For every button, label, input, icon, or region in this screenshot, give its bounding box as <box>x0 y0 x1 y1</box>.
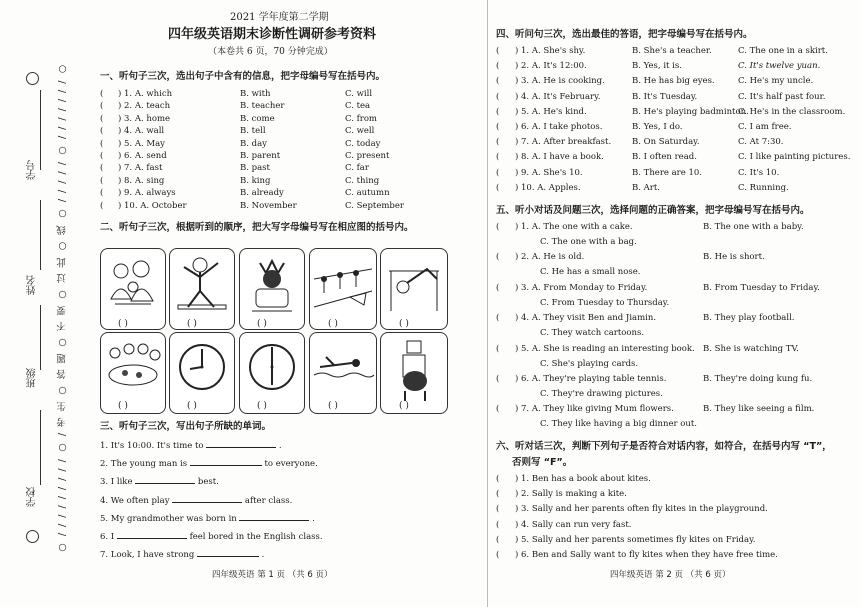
page-subtitle: （本卷共 6 页，70 分钟完成） <box>208 47 333 57</box>
answer-paren[interactable]: ( <box>496 137 500 148</box>
choice-a: ) 2. A. teach <box>118 101 171 112</box>
choice-b: B. day <box>240 138 267 149</box>
answer-paren[interactable]: ( <box>100 163 104 174</box>
choice-a: ) 3. A. home <box>118 113 171 124</box>
choice-b: B. I often read. <box>632 152 697 163</box>
name-underline <box>40 200 41 270</box>
choice-b: B. already <box>240 188 284 199</box>
answer-blank[interactable]: ( ) <box>257 319 267 329</box>
choice-a: ) 1. A. She's shy. <box>515 46 586 56</box>
answer-paren[interactable]: ( <box>496 106 500 117</box>
choice-c: C. At 7:30. <box>738 137 784 148</box>
number-label: 学号 <box>27 160 38 180</box>
choice-b: B. The one with a baby. <box>703 222 804 232</box>
choice-c: C. She's playing cards. <box>540 358 639 369</box>
answer-paren[interactable]: ( <box>496 122 500 132</box>
answer-paren[interactable]: ( <box>496 489 500 500</box>
answer-paren[interactable]: ( <box>496 152 500 163</box>
picture-family <box>100 248 166 330</box>
answer-paren[interactable]: ( <box>496 282 500 293</box>
choice-c: C. They like having a big dinner out. <box>540 419 697 430</box>
choice-a: ) 2. A. It's 12:00. <box>515 61 587 72</box>
choice-a: ) 8. A. sing <box>118 175 165 186</box>
answer-paren[interactable]: ( <box>496 76 500 87</box>
answer-blank[interactable]: ( ) <box>118 319 128 329</box>
choice-c: C. He's in the classroom. <box>738 106 846 117</box>
choice-a: ) 8. A. I have a book. <box>515 152 604 163</box>
answer-blank[interactable] <box>190 465 262 466</box>
answer-paren[interactable]: ( <box>100 113 104 124</box>
answer-paren[interactable]: ( <box>100 126 104 137</box>
sentence-end: to everyone. <box>261 459 318 470</box>
choice-c: C. well <box>345 126 375 137</box>
choice-c: C. thing <box>345 175 380 186</box>
choice-a: ) 4. A. wall <box>118 126 165 137</box>
statement: ) 6. Ben and Sally want to fly kites when they have free time. <box>515 550 778 560</box>
choice-c: C. September <box>345 200 404 211</box>
choice-b: B. teacher <box>240 101 285 112</box>
page-fold-line <box>487 0 488 607</box>
fill-in-sentence <box>100 551 264 560</box>
choice-a: ) 3. A. From Monday to Friday. <box>515 282 648 293</box>
answer-paren[interactable]: ( <box>496 474 500 484</box>
answer-paren[interactable]: ( <box>100 188 104 199</box>
choice-a: ) 7. A. After breakfast. <box>515 137 612 148</box>
binding-hole-icon <box>26 530 39 543</box>
statement: ) 2. Sally is making a kite. <box>515 489 627 500</box>
sentence-start: 2. The young man is <box>100 459 190 470</box>
answer-paren[interactable]: ( <box>496 91 500 102</box>
choice-b: B. Art. <box>632 182 660 193</box>
choice-c: C. from <box>345 113 377 124</box>
answer-paren[interactable]: ( <box>496 46 500 56</box>
fill-in-sentence <box>100 533 323 542</box>
choice-a: ) 7. A. fast <box>118 163 163 174</box>
choice-a: ) 4. A. They visit Ben and Jiamin. <box>515 313 657 324</box>
choice-a: ) 2. A. He is old. <box>515 252 585 263</box>
answer-paren[interactable]: ( <box>496 182 500 193</box>
choice-b: B. From Tuesday to Friday. <box>703 282 820 293</box>
sentence-end: feel bored in the English class. <box>186 532 323 542</box>
answer-paren[interactable]: ( <box>100 200 104 211</box>
answer-paren[interactable]: ( <box>496 550 500 560</box>
answer-paren[interactable]: ( <box>496 252 500 263</box>
name-label: 姓名 <box>27 275 38 295</box>
answer-paren[interactable]: ( <box>496 534 500 545</box>
picture-clock-2 <box>239 332 305 414</box>
choice-c: C. They're drawing pictures. <box>540 389 663 399</box>
sentence-start: 4. We often play <box>100 495 173 506</box>
answer-blank[interactable]: ( ) <box>328 319 338 329</box>
answer-blank[interactable]: ( ) <box>328 401 338 411</box>
answer-paren[interactable]: ( <box>100 138 104 149</box>
answer-blank[interactable]: ( ) <box>399 401 409 411</box>
class-label: 班级 <box>27 368 38 388</box>
choice-c: C. Running. <box>738 182 789 193</box>
choice-c: C. It's half past four. <box>738 91 826 102</box>
fill-in-sentence <box>100 497 292 506</box>
choice-a: ) 5. A. She is reading an interesting book. <box>515 343 695 354</box>
choice-c: C. He's my uncle. <box>738 76 814 87</box>
choice-b: B. There are 10. <box>632 167 703 178</box>
part5-heading: 五、听小对话及问题三次，选择问题的正确答案，把字母编号写在括号内。 <box>496 205 810 216</box>
answer-blank[interactable]: ( ) <box>187 319 197 329</box>
statement: ) 5. Sally and her parents sometimes fly kites on Friday. <box>515 534 756 545</box>
choice-c: C. I like painting pictures. <box>738 152 851 163</box>
school-year: 2021 学年度第二学期 <box>230 12 329 23</box>
answer-paren[interactable]: ( <box>496 519 500 530</box>
part4-heading: 四、听问句三次，选出最佳的答语，把字母编号写在括号内。 <box>496 29 753 40</box>
choice-b: B. They play football. <box>703 313 795 324</box>
picture-exercising <box>169 248 235 330</box>
sentence-start: 6. I <box>100 532 117 542</box>
choice-b: B. parent <box>240 151 281 161</box>
answer-paren[interactable]: ( <box>496 167 500 178</box>
choice-c: C. From Tuesday to Thursday. <box>540 297 670 308</box>
choice-c: C. present <box>345 151 390 161</box>
answer-blank[interactable]: ( ) <box>257 401 267 411</box>
choice-b: B. He is short. <box>703 252 765 263</box>
binding-hole-icon <box>26 72 39 85</box>
school-underline <box>40 410 41 485</box>
answer-paren[interactable]: ( <box>496 222 500 232</box>
picture-cat-in-pot <box>239 248 305 330</box>
sentence-end: . <box>276 441 282 451</box>
choice-c: C. It's twelve yuan. <box>738 61 821 72</box>
choice-b: B. Yes, it is. <box>632 61 682 72</box>
picture-clock-1 <box>169 332 235 414</box>
part6-heading: 六、听对话三次，判断下列句子是否符合对话内容，如符合，在括号内写 “T”， <box>496 441 832 452</box>
choice-a: ) 3. A. He is cooking. <box>515 76 605 87</box>
choice-c: C. The one in a skirt. <box>738 46 828 56</box>
sentence-start: 3. I like <box>100 477 136 488</box>
answer-paren[interactable]: ( <box>100 175 104 186</box>
number-underline <box>40 90 41 170</box>
choice-b: B. November <box>240 200 297 211</box>
choice-b: B. He's playing badminton. <box>632 106 749 117</box>
choice-a: ) 9. A. She's 10. <box>515 167 583 178</box>
choice-b: B. tell <box>240 126 266 137</box>
choice-a: ) 6. A. send <box>118 151 167 161</box>
sentence-start: 1. It's 10:00. It's time to <box>100 441 207 451</box>
choice-c: C. today <box>345 138 381 149</box>
picture-playground <box>309 248 377 330</box>
choice-b: B. On Saturday. <box>632 137 700 148</box>
choice-c: C. will <box>345 89 373 99</box>
fill-in-sentence <box>100 478 219 487</box>
picture-robot-guitar <box>380 332 448 414</box>
binding-strip <box>0 0 88 607</box>
answer-paren[interactable]: ( <box>100 151 104 161</box>
choice-c: C. He has a small nose. <box>540 267 641 278</box>
picture-swimming <box>309 332 377 414</box>
choice-b: B. He has big eyes. <box>632 76 715 87</box>
answer-paren[interactable]: ( <box>496 404 500 415</box>
answer-paren[interactable]: ( <box>496 313 500 324</box>
answer-paren[interactable]: ( <box>496 374 500 384</box>
sentence-end: after class. <box>242 495 293 506</box>
choice-b: B. It's Tuesday. <box>632 91 698 102</box>
choice-b: B. She is watching TV. <box>703 343 799 354</box>
choice-a: ) 10. A. October <box>118 200 187 211</box>
footer-left: 四年级英语 第 1 页 （共 6 页） <box>212 570 333 580</box>
class-underline <box>40 305 41 370</box>
choice-c: C. It's 10. <box>738 167 780 178</box>
choice-c: C. far <box>345 163 369 174</box>
sentence-end: . <box>309 513 315 524</box>
choice-b: B. Yes, I do. <box>632 122 683 132</box>
choice-a: ) 6. A. I take photos. <box>515 122 603 132</box>
choice-b: B. king <box>240 175 271 186</box>
fill-in-sentence <box>100 460 318 469</box>
answer-blank[interactable] <box>135 483 195 484</box>
answer-blank[interactable] <box>239 520 309 521</box>
part2-heading: 二、听句子三次，根据听到的顺序，把大写字母编号写在相应图的括号内。 <box>100 222 414 233</box>
answer-paren[interactable]: ( <box>496 504 500 515</box>
choice-c: C. The one with a bag. <box>540 237 637 247</box>
choice-b: B. She's a teacher. <box>632 46 712 56</box>
answer-paren[interactable]: ( <box>496 61 500 72</box>
choice-a: ) 1. A. The one with a cake. <box>515 222 633 232</box>
footer-right: 四年级英语 第 2 页 （共 6 页） <box>610 570 731 580</box>
part3-heading: 三、听句子三次，写出句子所缺的单词。 <box>100 421 272 432</box>
statement: ) 4. Sally can run very fast. <box>515 519 632 530</box>
choice-a: ) 1. A. which <box>118 89 173 99</box>
fill-in-sentence <box>100 515 315 524</box>
sentence-end: . <box>258 550 265 561</box>
answer-blank[interactable] <box>117 538 187 539</box>
sentence-end: best. <box>195 477 219 488</box>
answer-paren[interactable]: ( <box>496 343 500 354</box>
answer-blank[interactable]: ( ) <box>399 319 409 329</box>
answer-blank[interactable] <box>197 556 259 557</box>
page-title: 四年级英语期末诊断性调研参考资料 <box>168 27 377 42</box>
answer-blank[interactable] <box>172 502 242 503</box>
choice-b: B. with <box>240 89 271 99</box>
choice-a: ) 7. A. They like giving Mum flowers. <box>515 404 674 415</box>
choice-c: C. I am free. <box>738 122 792 132</box>
choice-b: B. come <box>240 113 275 124</box>
sentence-start: 5. My grandmother was born in <box>100 513 240 524</box>
picture-dinner-party <box>100 332 166 414</box>
answer-paren[interactable]: ( <box>100 101 104 112</box>
choice-c: C. autumn <box>345 188 390 199</box>
answer-blank[interactable]: ( ) <box>187 401 197 411</box>
part1-heading: 一、听句子三次，选出句子中含有的信息，把字母编号写在括号内。 <box>100 71 386 82</box>
part6-heading-cont: 否则写 “F”。 <box>512 457 573 468</box>
answer-paren[interactable]: ( <box>100 89 104 99</box>
choice-c: C. They watch cartoons. <box>540 328 645 339</box>
choice-a: ) 10. A. Apples. <box>515 182 581 193</box>
statement: ) 1. Ben has a book about kites. <box>515 474 651 484</box>
choice-a: ) 6. A. They're playing table tennis. <box>515 374 667 384</box>
choice-a: ) 5. A. He's kind. <box>515 106 587 117</box>
statement: ) 3. Sally and her parents often fly kites in the playground. <box>515 504 768 515</box>
picture-high-jump <box>380 248 448 330</box>
sentence-start: 7. Look, I have strong <box>100 550 197 561</box>
choice-b: B. They're doing kung fu. <box>703 374 813 384</box>
answer-blank[interactable]: ( ) <box>118 401 128 411</box>
fill-in-sentence <box>100 442 282 451</box>
choice-a: ) 4. A. It's February. <box>515 91 601 102</box>
choice-a: ) 5. A. May <box>118 138 165 149</box>
choice-b: B. They like seeing a film. <box>703 404 815 415</box>
choice-a: ) 9. A. always <box>118 188 176 199</box>
school-label: 学校 <box>27 487 38 507</box>
answer-blank[interactable] <box>206 447 276 448</box>
choice-b: B. past <box>240 163 270 174</box>
choice-c: C. tea <box>345 101 371 112</box>
seal-line-text: ○ / / / / / / / / / ○ / 考 生 ○ 答 题 ○ 不 要 ○ 过 此 ○ 线 ○ / / / / / ○ / / / / / / / ○ <box>57 62 68 554</box>
